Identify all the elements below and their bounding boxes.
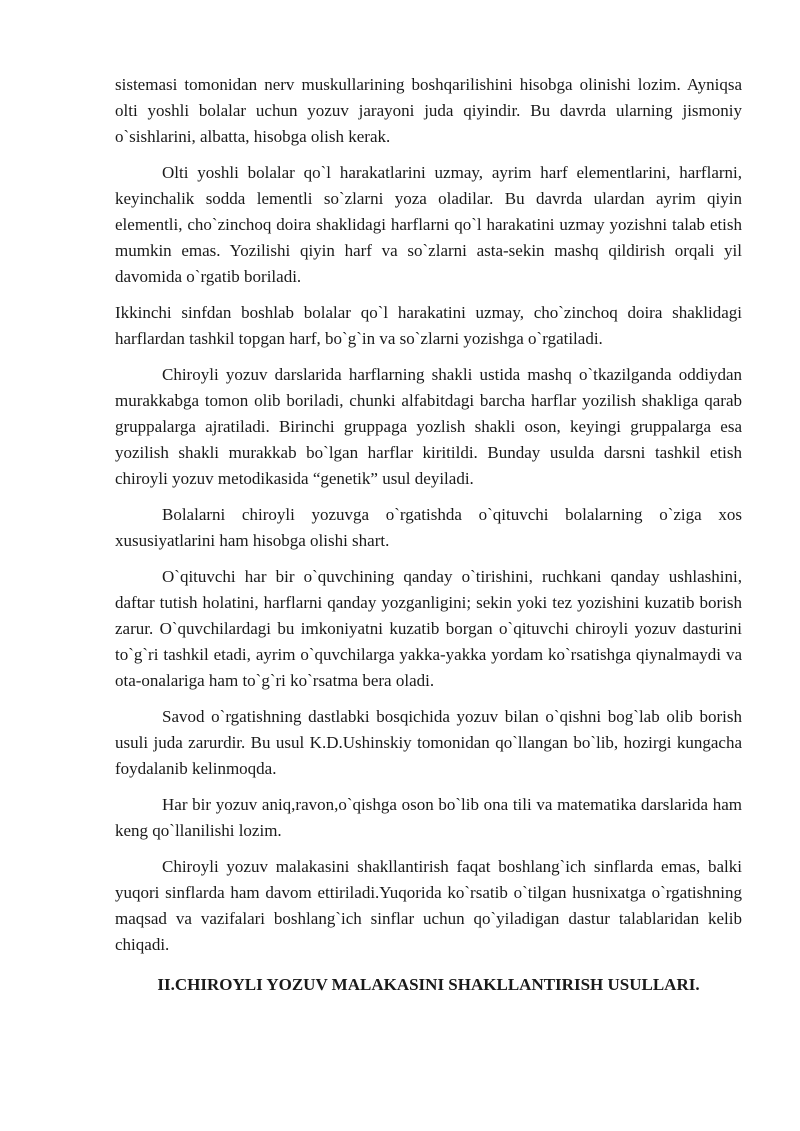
paragraph-4: Chiroyli yozuv darslarida harflarning shakli ustida mashq o`tkazilganda oddiydan murakkabga tomon olib boriladi, chunki alfabitdagi barcha harflar yozilish shakliga qarab gruppalarga ajratiladi. Birinchi gruppaga yozlish shakli oson, keyingi gruppalarga esa yozilish shakli murakkab bo`lgan harflar kiritildi. Bunday usulda darsni tashkil etish chiroyli yozuv metodikasida “genetik” usul deyiladi.	[115, 365, 742, 488]
paragraph-9: Chiroyli yozuv malakasini shakllantirish faqat boshlang`ich sinflarda emas, balki yuqori sinflarda ham davom ettiriladi.Yuqorida ko`rsatib o`tilgan husnixatga o`rgatishning maqsad va vazifalari boshlang`ich sinflar uchun qo`yiladigan dastur talablaridan kelib chiqadi.	[115, 857, 742, 954]
paragraph-8: Har bir yozuv aniq,ravon,o`qishga oson bo`lib ona tili va matematika darslarida ham keng qo`llanilishi lozim.	[115, 795, 742, 840]
section-heading: II.CHIROYLI YOZUV MALAKASINI SHAKLLANTIRISH USULLARI.	[157, 975, 700, 994]
paragraph-2: Olti yoshli bolalar qo`l harakatlarini uzmay, ayrim harf elementlarini, harflarni, keyinchalik sodda lementli so`zlarni yoza oladilar. Bu davrda ulardan ayrim qiyin elementli, cho`zinchoq doira shaklidagi harflarni qo`l harakatini uzmay yozishni talab etish mumkin emas. Yozilishi qiyin harf va so`zlarni asta-sekin mashq qildirish orqali yil davomida o`rgatib boriladi.	[115, 163, 742, 286]
paragraph-1: sistemasi tomonidan nerv muskullarining boshqarilishini hisobga olinishi lozim. Ayniqsa olti yoshli bolalar uchun yozuv jarayoni juda qiyindir. Bu davrda ularning jismoniy o`sishlarini, albatta, hisobga olish kerak.	[115, 75, 742, 146]
paragraph-3: Ikkinchi sinfdan boshlab bolalar qo`l harakatini uzmay, cho`zinchoq doira shaklidagi harflardan tashkil topgan harf, bo`g`in va so`zlarni yozishga o`rgatiladi.	[115, 303, 742, 348]
paragraph-6: O`qituvchi har bir o`quvchining qanday o`tirishini, ruchkani qanday ushlashini, daftar tutish holatini, harflarni qanday yozganligini; sekin yoki tez yozishini kuzatib borish zarur. O`quvchilardagi bu imkoniyatni kuzatib borgan o`qituvchi chiroyli yozuv dasturini to`g`ri tashkil etadi, ayrim o`quvchilarga yakka-yakka yordam ko`rsatishga qiynalmaydi va ota-onalariga ham to`g`ri ko`rsatma bera oladi.	[115, 567, 742, 690]
paragraph-7: Savod o`rgatishning dastlabki bosqichida yozuv bilan o`qishni bog`lab olib borish usuli juda zarurdir. Bu usul K.D.Ushinskiy tomonidan qo`llangan bo`lib, hozirgi kungacha foydalanib kelinmoqda.	[115, 707, 742, 778]
paragraph-5: Bolalarni chiroyli yozuvga o`rgatishda o`qituvchi bolalarning o`ziga xos xususiyatlarini ham hisobga olishi shart.	[115, 505, 742, 550]
document-body	[115, 72, 742, 998]
